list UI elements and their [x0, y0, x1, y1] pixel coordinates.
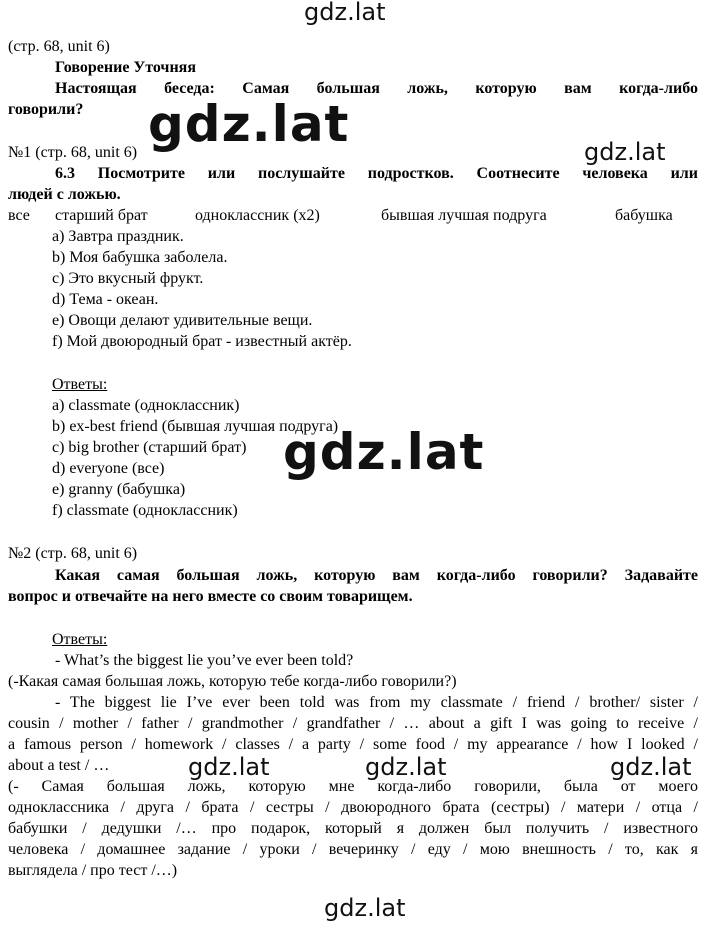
question-russian: (-Какая самая большая ложь, которую тебе когда-либо говорили?)	[8, 673, 457, 690]
exercise-2-task-line-1: Какая самая большая ложь, которую вам когда-либо говорили? Задавайте	[55, 567, 698, 584]
person-item: бабушка	[615, 207, 673, 224]
exercise-1-number: №1 (стр. 68, unit 6)	[8, 144, 138, 161]
exercise-2-task-line-2: вопрос и отвечайте на него вместе со своим товарищем.	[8, 588, 413, 605]
lie-item: c) Это вкусный фрукт.	[52, 270, 204, 287]
topic-line-1: Настоящая беседа: Самая большая ложь, которую вам когда-либо	[55, 80, 698, 97]
lie-item: b) Моя бабушка заболела.	[52, 249, 228, 266]
watermark: gdz.lat	[324, 894, 406, 922]
watermark: gdz.lat	[584, 138, 666, 166]
answer-english-line: - The biggest lie I’ve ever been told was from my classmate / friend / brother/ sister /	[55, 694, 698, 711]
answer-russian-line: одноклассника / друга / брата / сестры / двоюродного брата (сестры) / матери / отца /	[8, 799, 698, 816]
lie-item: e) Овощи делают удивительные вещи.	[52, 312, 313, 329]
answer-item: f) classmate (одноклассник)	[52, 502, 238, 519]
topic-line-2: говорили?	[8, 101, 84, 118]
answer-russian-line: (- Самая большая ложь, которую мне когда-либо говорили, была от моего	[8, 778, 698, 795]
answer-item: d) everyone (все)	[52, 460, 165, 477]
answer-item: a) classmate (одноклассник)	[52, 397, 240, 414]
lie-item: d) Тема - океан.	[52, 291, 159, 308]
answer-item: b) ex-best friend (бывшая лучшая подруга)	[52, 418, 339, 435]
answer-item: e) granny (бабушка)	[52, 481, 186, 498]
person-item: старший брат	[55, 207, 148, 224]
watermark: gdz.lat	[610, 753, 692, 781]
exercise-2-number: №2 (стр. 68, unit 6)	[8, 545, 138, 562]
person-item: бывшая лучшая подруга	[381, 207, 547, 224]
question-english: - What’s the biggest lie you’ve ever been told?	[55, 652, 354, 669]
exercise-1-task-line-1: 6.3 Посмотрите или послушайте подростков. Соотнесите человека или	[55, 165, 698, 182]
answer-russian-line: бабушки / дедушки /… про подарок, который я должен был получить / известного	[8, 820, 698, 837]
exercise-1-task-line-2: людей с ложью.	[8, 186, 121, 203]
answers-label: Ответы:	[52, 631, 108, 648]
answer-english-line: a famous person / homework / classes / a party / some food / my appearance / how I looked /	[8, 736, 698, 753]
answer-item: c) big brother (старший брат)	[52, 439, 247, 456]
lie-item: a) Завтра праздник.	[52, 228, 184, 245]
answers-label: Ответы:	[52, 376, 108, 393]
watermark: gdz.lat	[188, 753, 270, 781]
person-item: все	[8, 207, 30, 224]
answer-russian-line: выглядела / про тест /…)	[8, 862, 178, 879]
answer-english-line: cousin / mother / father / grandmother / grandfather / … about a gift I was going to receive /	[8, 715, 698, 732]
watermark: gdz.lat	[148, 95, 350, 153]
answer-russian-line: человека / домашнее задание / уроки / вечеринку / еду / мою внешность / то, как я	[8, 841, 698, 858]
source-reference: (стр. 68, unit 6)	[8, 38, 110, 55]
watermark: gdz.lat	[283, 423, 485, 481]
answer-english-line: about a test / …	[8, 757, 110, 774]
lie-item: f) Мой двоюродный брат - известный актёр.	[52, 333, 352, 350]
watermark: gdz.lat	[365, 753, 447, 781]
section-title: Говорение Уточняя	[55, 59, 196, 76]
watermark: gdz.lat	[304, 0, 386, 26]
person-item: одноклассник (x2)	[195, 207, 320, 224]
